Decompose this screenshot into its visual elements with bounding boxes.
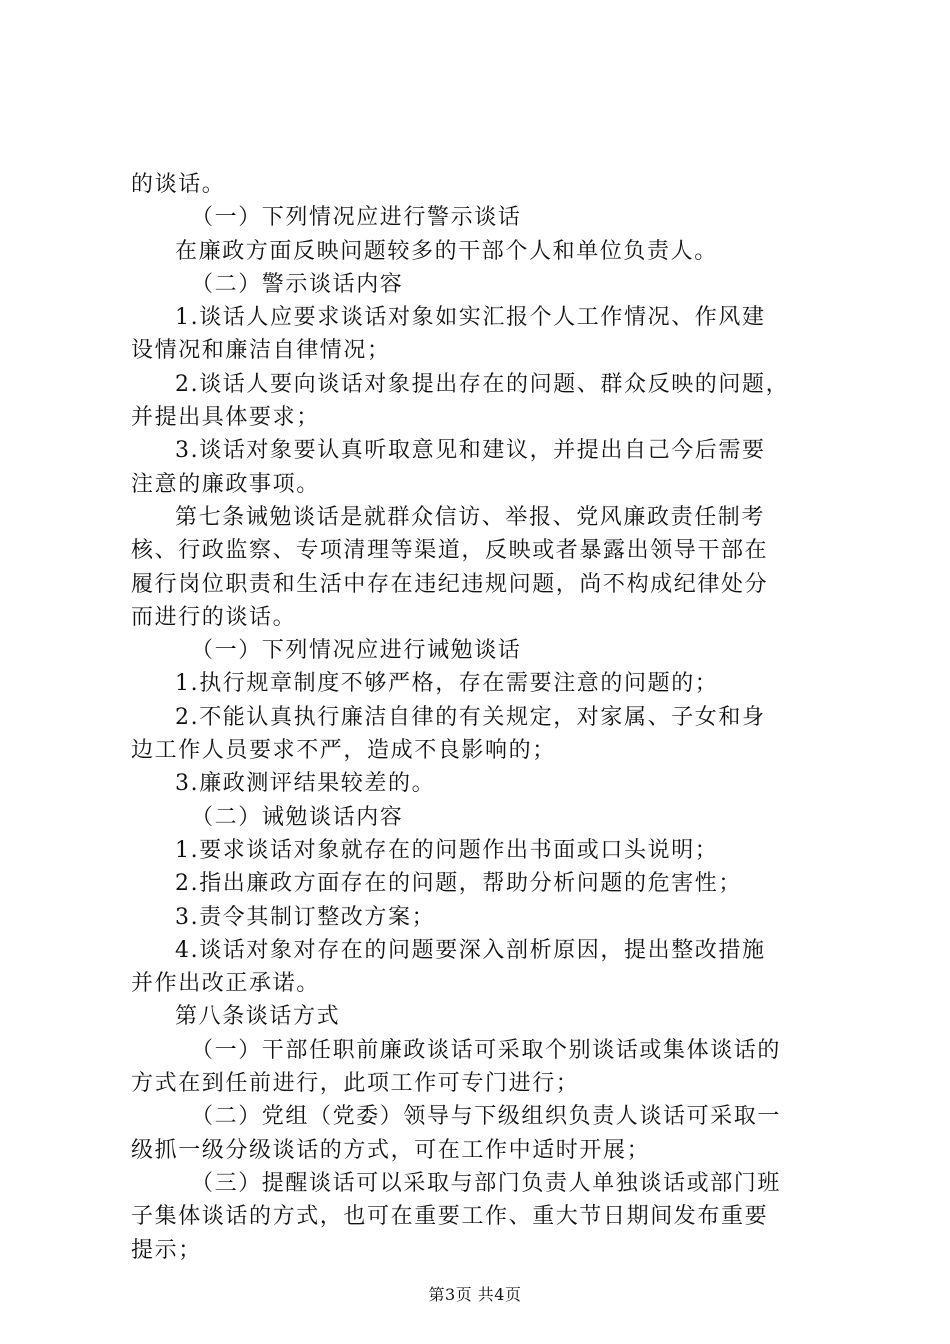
- text-line: 并作出改正承诺。: [131, 971, 320, 997]
- text-line: 4.谈话对象对存在的问题要深入剖析原因，提出整改措施: [175, 937, 766, 963]
- text-line: 边工作人员要求不严，造成不良影响的；: [131, 738, 556, 764]
- text-line: 第八条谈话方式: [175, 1004, 341, 1030]
- page-footer: 第3页 共4页: [428, 1285, 522, 1304]
- text-line: （一）下列情况应进行警示谈话: [191, 205, 522, 231]
- text-line: 核、行政监察、专项清理等渠道，反映或者暴露出领导干部在: [131, 538, 769, 564]
- text-line: 子集体谈话的方式，也可在重要工作、重大节日期间发布重要: [131, 1204, 769, 1230]
- text-line: 而进行的谈话。: [131, 604, 297, 630]
- text-line: （二）警示谈话内容: [191, 271, 404, 297]
- text-line: 3.谈话对象要认真听取意见和建议，并提出自己今后需要: [175, 438, 766, 464]
- text-line: 的谈话。: [131, 172, 226, 197]
- text-line: 提示；: [131, 1237, 202, 1263]
- text-line: 并提出具体要求；: [131, 405, 320, 431]
- text-line: 第七条诫勉谈话是就群众信访、举报、党风廉政责任制考: [175, 504, 766, 530]
- text-line: 注意的廉政事项。: [131, 471, 320, 497]
- text-line: 2.指出廉政方面存在的问题，帮助分析问题的危害性；: [175, 871, 742, 897]
- text-line: （一）下列情况应进行诫勉谈话: [191, 638, 522, 664]
- document-body: [131, 168, 831, 1267]
- text-line: （三）提醒谈话可以采取与部门负责人单独谈话或部门班: [191, 1170, 782, 1196]
- text-line: 1.执行规章制度不够严格，存在需要注意的问题的；: [175, 671, 719, 697]
- text-line: 级抓一级分级谈话的方式，可在工作中适时开展；: [131, 1137, 651, 1163]
- text-line: （一）干部任职前廉政谈话可采取个别谈话或集体谈话的: [191, 1037, 782, 1063]
- text-line: （二）党组（党委）领导与下级组织负责人谈话可采取一: [191, 1104, 782, 1130]
- text-line: 2.谈话人要向谈话对象提出存在的问题、群众反映的问题，: [175, 371, 790, 397]
- text-line: （二）诫勉谈话内容: [191, 804, 404, 830]
- text-line: 履行岗位职责和生活中存在违纪违规问题，尚不构成纪律处分: [131, 571, 769, 597]
- text-line: 1.谈话人应要求谈话对象如实汇报个人工作情况、作风建: [175, 305, 766, 331]
- text-line: 在廉政方面反映问题较多的干部个人和单位负责人。: [175, 238, 718, 264]
- text-line: 方式在到任前进行，此项工作可专门进行；: [131, 1071, 580, 1097]
- text-line: 设情况和廉洁自律情况；: [131, 338, 391, 364]
- text-line: 2.不能认真执行廉洁自律的有关规定，对家属、子女和身: [175, 704, 766, 730]
- text-line: 3.责令其制订整改方案；: [175, 904, 436, 930]
- text-line: 1.要求谈话对象就存在的问题作出书面或口头说明；: [175, 837, 719, 863]
- text-line: 3.廉政测评结果较差的。: [175, 771, 436, 797]
